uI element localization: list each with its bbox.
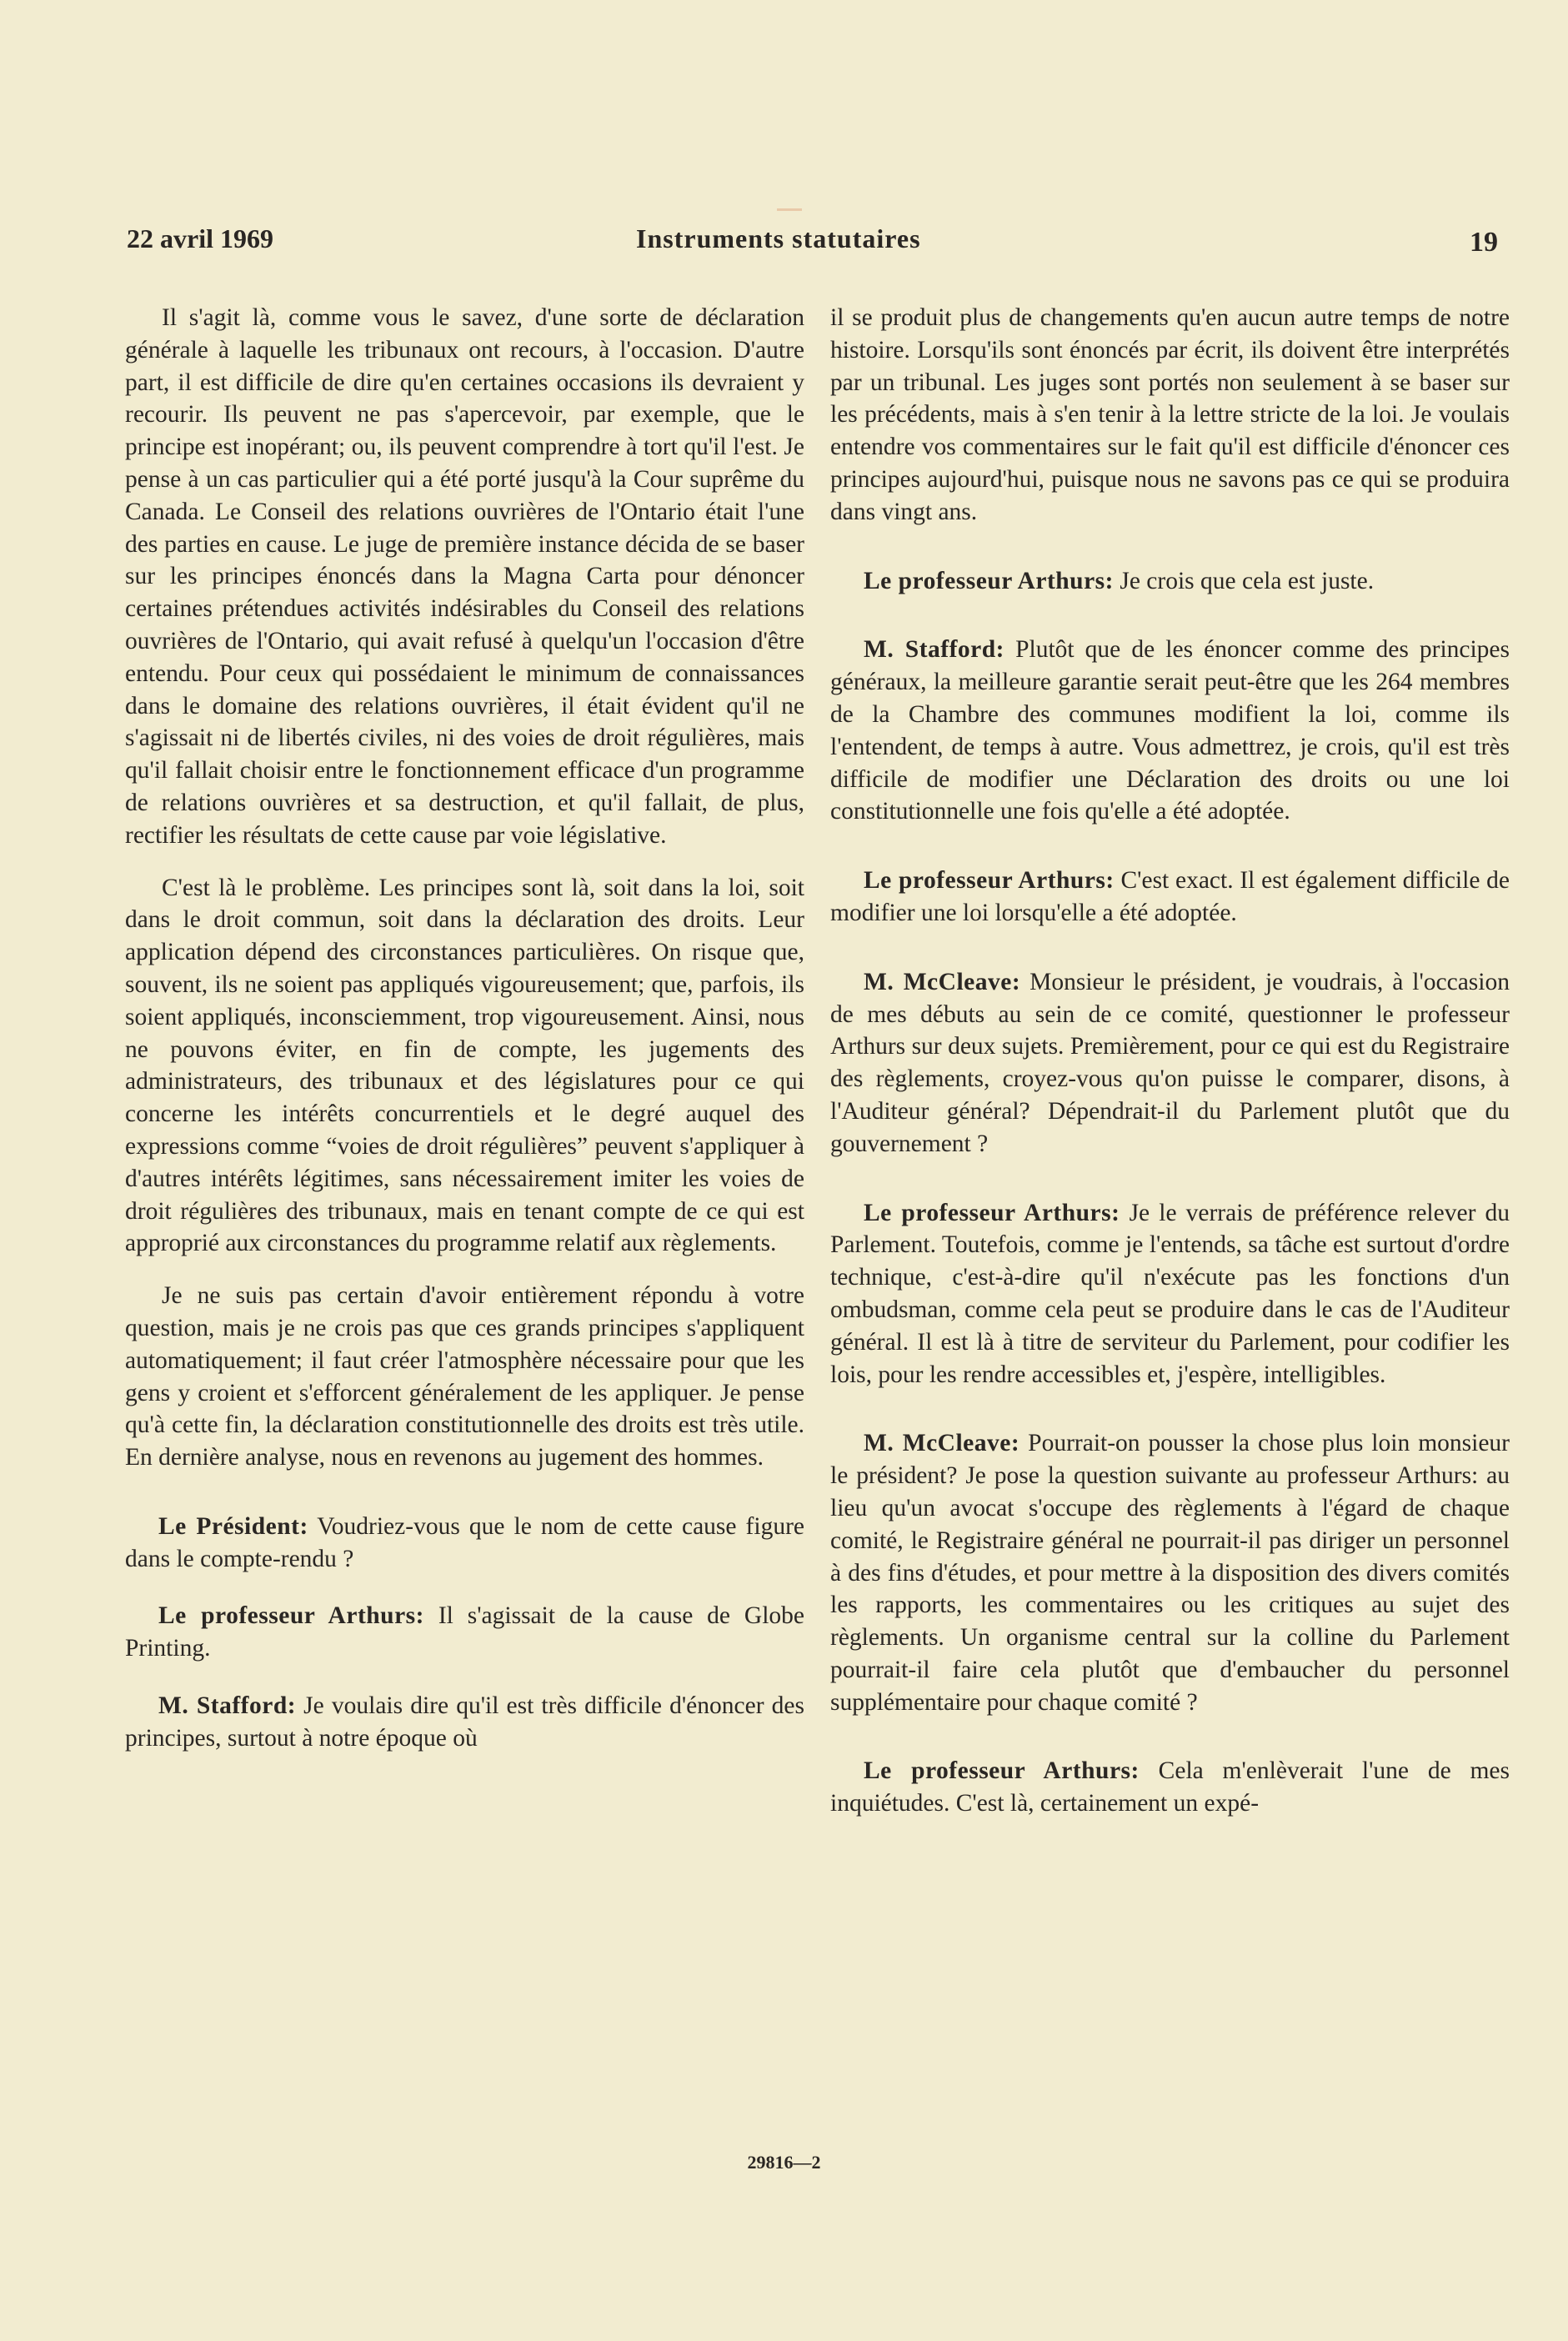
- speech-paragraph: Le professeur Arthurs: Il s'agissait de la cause de Globe Printing.: [125, 1602, 804, 1662]
- speaker-name: M. Stafford:: [158, 1692, 297, 1720]
- margin-mark: [777, 208, 802, 211]
- header-date: 22 avril 1969: [127, 223, 273, 253]
- speaker-name: M. McCleave:: [864, 1430, 1020, 1457]
- header-title: Instruments statutaires: [636, 223, 921, 253]
- speech-paragraph: M. McCleave: Monsieur le président, je voudrais, à l'occasion de mes débuts au sein de ce comité, questionner le professeur Arthurs sur deux sujets. Premièrement, pour ce qui est du Registraire des règlements, croyez-vous qu'on puisse le comparer, disons, à l'Auditeur général? Dépendrait-il du Parlement plutôt que du gouvernement ?: [830, 968, 1510, 1157]
- speaker-name: Le professeur Arthurs:: [158, 1602, 424, 1630]
- speech-paragraph: Le professeur Arthurs: Je le verrais de préférence relever du Parlement. Toutefois, comme je l'entends, sa tâche est surtout d'ordre technique, c'est-à-dire qu'il n'exécute pas les fonctions d'un ombudsman, comme cela peut se produire dans le cas de l'Auditeur général. Il est là à titre de serviteur du Parlement, pour codifier les lois, pour les rendre accessibles et, j'espère, intelligibles.: [830, 1199, 1510, 1388]
- speech-paragraph: Le professeur Arthurs: C'est exact. Il est également difficile de modifier une loi lorsqu'elle a été adoptée.: [830, 867, 1510, 926]
- paragraph: C'est là le problème. Les principes sont là, soit dans la loi, soit dans le droit commun, soit dans la déclaration des droits. Leur application dépend des circonstances particulières. On risque que, souvent, ils ne soient pas appliqués vigoureusement; que, parfois, ils soient appliqués, inconsciemment, trop vigoureusement. Ainsi, nous ne pouvons éviter, en fin de compte, les jugements des administrateurs, des tribunaux et des législatures pour ce qui concerne les intérêts concurrentiels et le degré auquel des expressions comme “voies de droit régulières” peuvent s'appliquer à d'autres intérêts légitimes, sans nécessairement imiter les voies de droit régulières des tribunaux, mais en tenant compte de ce qui est approprié aux circonstances du programme relatif aux règlements.: [125, 874, 804, 1257]
- speech-paragraph: M. Stafford: Je voulais dire qu'il est très difficile d'énoncer des principes, surtout à notre époque où: [125, 1692, 804, 1752]
- speech-paragraph: M. Stafford: Plutôt que de les énoncer comme des principes généraux, la meilleure garantie serait peut-être que les 264 membres de la Chambre des communes modifient la loi, comme ils l'entendent, de temps à autre. Vous admettrez, je crois, qu'il est très difficile de modifier une Déclaration des droits ou une loi constitutionnelle une fois qu'elle a été adoptée.: [830, 636, 1510, 825]
- speech-paragraph: Le Président: Voudriez-vous que le nom de cette cause figure dans le compte-rendu ?: [125, 1512, 804, 1572]
- speaker-name: Le professeur Arthurs:: [864, 1757, 1140, 1785]
- paragraph: Il s'agit là, comme vous le savez, d'une sorte de déclaration générale à laquelle les tribunaux ont recours, à l'occasion. D'autre part, il est difficile de dire qu'en certaines occasions ils devraient y recourir. Ils peuvent ne pas s'apercevoir, par exemple, que le principe est inopérant; ou, ils peuvent comprendre à tort qu'il l'est. Je pense à un cas particulier qui a été porté jusqu'à la Cour suprême du Canada. Le Conseil des relations ouvrières de l'Ontario était l'une des parties en cause. Le juge de première instance décida de se baser sur les principes énoncés dans la Magna Carta pour dénoncer certaines prétendues activités indésirables du Conseil des relations ouvrières de l'Ontario, qui avait refusé à quelqu'un l'occasion d'être entendu. Pour ceux qui possédaient le minimum de connaissances dans le domaine des relations ouvrières, il était évident qu'il ne s'agissait ni de libertés civiles, ni des voies de droit régulières, mais qu'il fallait choisir entre le fonctionnement efficace d'un programme de relations ouvrières et sa destruction, et qu'il fallait, de plus, rectifier les résultats de cette cause par voie législative.: [125, 304, 804, 849]
- left-column: [125, 302, 804, 1775]
- speaker-name: Le Président:: [158, 1512, 308, 1540]
- right-column: [830, 302, 1510, 1840]
- speech-paragraph: Le professeur Arthurs: Cela m'enlèverait l'une de mes inquiétudes. C'est là, certainement un expé-: [830, 1757, 1510, 1817]
- speaker-name: M. Stafford:: [864, 636, 1005, 664]
- speech-paragraph: M. McCleave: Pourrait-on pousser la chose plus loin monsieur le président? Je pose la question suivante au professeur Arthurs: au lieu qu'un avocat s'occupe des règlements à l'égard de chaque comité, le Registraire général ne pourrait-il pas diriger un personnel à des fins d'études, et pour mettre à la disposition des divers comités les rapports, les commentaires ou les critiques au sujet des règlements. Un organisme central sur la colline du Parlement pourrait-il faire cela plutôt que d'embaucher du personnel supplémentaire pour chaque comité ?: [830, 1430, 1510, 1716]
- speaker-name: Le professeur Arthurs:: [864, 567, 1114, 594]
- footer-code: 29816—2: [747, 2152, 821, 2173]
- speaker-name: Le professeur Arthurs:: [864, 1199, 1120, 1226]
- page-number: 19: [1470, 227, 1498, 258]
- speaker-name: Le professeur Arthurs:: [864, 867, 1115, 895]
- paragraph: il se produit plus de changements qu'en aucun autre temps de notre histoire. Lorsqu'ils sont énoncés par écrit, ils doivent être interprétés par un tribunal. Les juges sont portés non seulement à se baser sur les précédents, mais à s'en tenir à la lettre stricte de la loi. Je voulais entendre vos commentaires sur le fait qu'il est difficile d'énoncer ces principes aujourd'hui, puisque nous ne savons pas ce qui se produira dans vingt ans.: [830, 304, 1510, 525]
- speech-paragraph: Le professeur Arthurs: Je crois que cela est juste.: [864, 567, 1375, 594]
- speaker-name: M. McCleave:: [864, 968, 1021, 995]
- paragraph: Je ne suis pas certain d'avoir entièrement répondu à votre question, mais je ne crois pas que ces grands principes s'appliquent automatiquement; il faut créer l'atmosphère nécessaire pour que les gens y croient et s'efforcent généralement de les appliquer. Je pense qu'à cette fin, la déclaration constitutionnelle des droits est très utile. En dernière analyse, nous en revenons au jugement des hommes.: [125, 1282, 804, 1471]
